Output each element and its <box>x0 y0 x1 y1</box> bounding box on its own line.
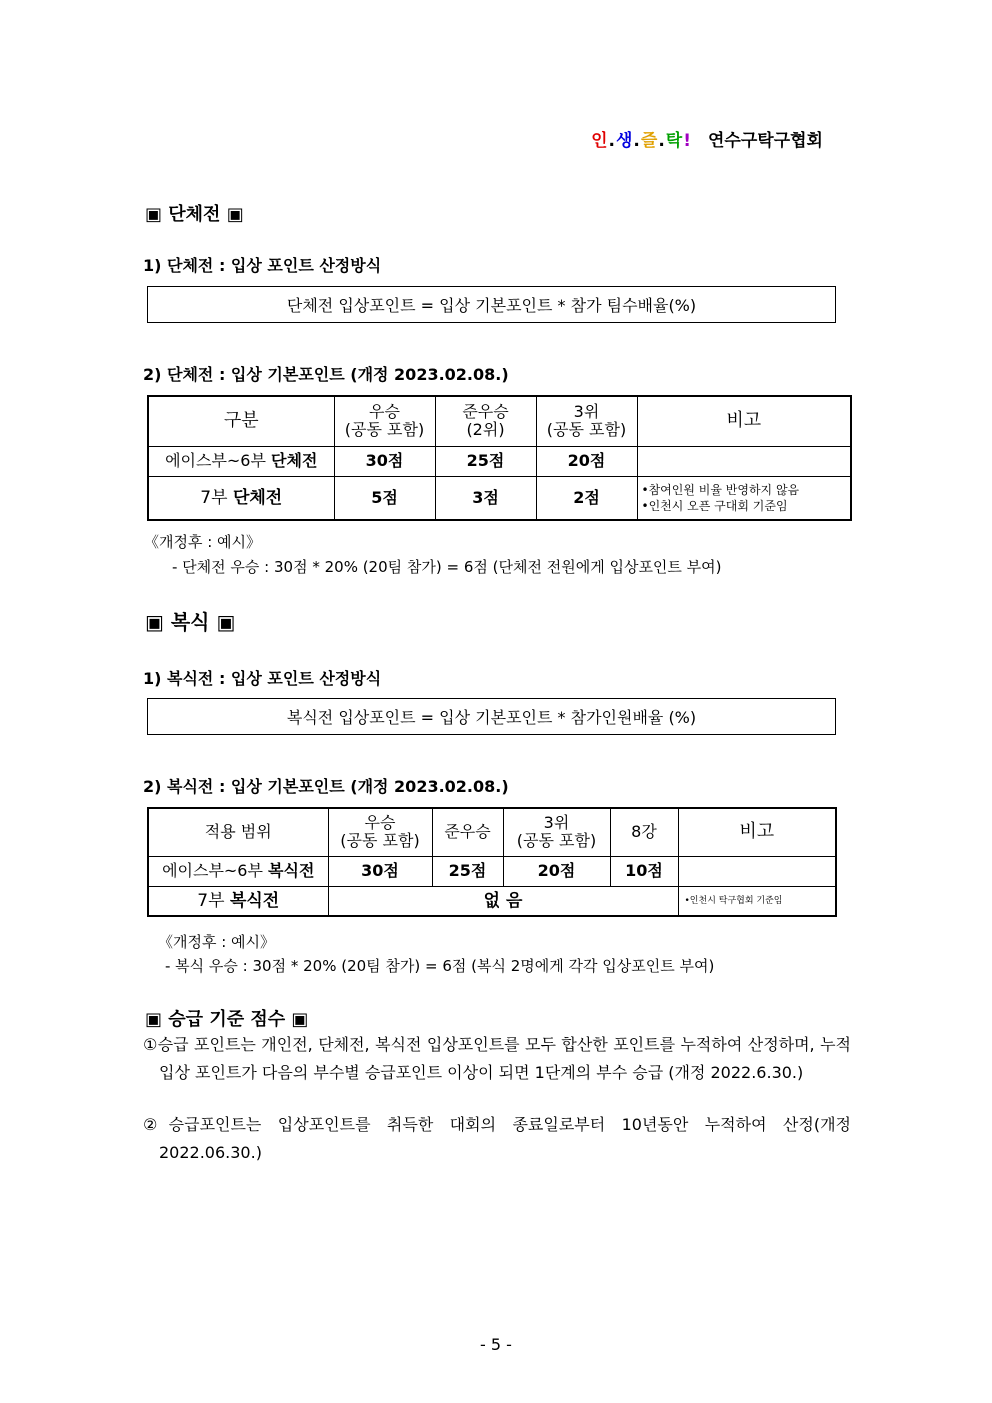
page-number: - 5 - <box>480 1335 512 1354</box>
cell-third: 20점 <box>536 446 637 476</box>
row-label-a: 에이스부~6부 <box>162 861 269 880</box>
note-line2: •인천시 오픈 구대회 기준임 <box>641 498 788 513</box>
cell-winner: 5점 <box>334 476 435 520</box>
cell-runner-up: 3점 <box>435 476 536 520</box>
slogan-char: 인 <box>591 131 609 151</box>
slogan-char: 생 <box>615 131 634 151</box>
header-third-line1: 3위 <box>573 402 600 422</box>
team-points-table <box>147 395 852 521</box>
row-label <box>148 476 334 520</box>
slogan-char: 탁 <box>665 131 684 151</box>
cell-merged-none: 없 음 <box>328 886 678 916</box>
doubles-formula-box <box>147 698 836 735</box>
doubles-section-title: ▣ 복식 ▣ <box>145 610 236 634</box>
team-formula-subtitle: 1) 단체전 : 입상 포인트 산정방식 <box>143 256 382 275</box>
row-label-b: 단체전 <box>232 487 283 508</box>
doubles-points-subtitle: 2) 복식전 : 입상 기본포인트 (개정 2023.02.08.) <box>143 777 509 796</box>
slogan-char: . <box>633 131 641 151</box>
cell-third: 20점 <box>503 856 610 886</box>
header-note: 비고 <box>678 808 836 856</box>
header-winner <box>334 396 435 446</box>
header-slogan <box>591 126 692 151</box>
header-runner-up <box>435 396 536 446</box>
team-formula-text: 단체전 입상포인트 = 입상 기본포인트 * 참가 팀수배율(%) <box>286 296 697 315</box>
table-row <box>148 856 836 886</box>
table-header-row <box>148 808 836 856</box>
cell-note <box>637 476 851 520</box>
table-row <box>148 446 851 476</box>
header-runner-up: 준우승 <box>432 808 503 856</box>
header-note: 비고 <box>637 396 851 446</box>
doubles-formula-text: 복식전 입상포인트 = 입상 기본포인트 * 참가인원배율 (%) <box>286 708 697 727</box>
doubles-example-title: 《개정후 : 예시》 <box>158 933 276 951</box>
row-label-b: 단체전 <box>271 451 318 470</box>
promotion-paragraph-1: ①승급 포인트는 개인전, 단체전, 복식전 입상포인트를 모두 합산한 포인트를 누적하여 산정하며, 누적 입상 포인트가 다음의 부수별 승급포인트 이상이 되면 1단계의 부수 승급 (개정 2022.6.30.) <box>143 1035 851 1082</box>
header-winner-line2: (공동 포함) <box>340 831 420 851</box>
team-example-text: - 단체전 우승 : 30점 * 20% (20팀 참가) = 6점 (단체전 전원에게 입상포인트 부여) <box>172 558 722 576</box>
header-third-line2: (공동 포함) <box>516 831 597 851</box>
header-category: 구분 <box>148 396 334 446</box>
row-label-b: 복식전 <box>268 861 315 880</box>
cell-quarterfinal: 10점 <box>610 856 678 886</box>
team-formula-box <box>147 286 836 323</box>
note-line1: •참여인원 비율 반영하지 않음 <box>641 482 800 497</box>
cell-winner: 30점 <box>328 856 432 886</box>
header-winner-line1: 우승 <box>369 402 400 422</box>
cell-third: 2점 <box>536 476 637 520</box>
row-label <box>148 886 328 916</box>
slogan-char: . <box>608 131 616 151</box>
cell-note: •인천시 탁구협회 기준임 <box>678 886 836 916</box>
cell-note <box>678 856 836 886</box>
row-label-a: 에이스부~6부 <box>165 451 272 470</box>
row-label <box>148 446 334 476</box>
slogan-char: . <box>658 131 666 151</box>
header-org-name: 연수구탁구협회 <box>708 131 823 151</box>
row-label-a: 7부 <box>197 890 230 911</box>
table-row <box>148 886 836 916</box>
cell-runner-up: 25점 <box>435 446 536 476</box>
header-runner-up-line1: 준우승 <box>462 402 509 422</box>
header-winner-line2: (공동 포함) <box>344 420 425 440</box>
row-label-b: 복식전 <box>229 890 280 911</box>
header-scope: 적용 범위 <box>148 808 328 856</box>
header-third <box>503 808 610 856</box>
doubles-points-table <box>147 807 837 917</box>
cell-runner-up: 25점 <box>432 856 503 886</box>
cell-note <box>637 446 851 476</box>
table-header-row <box>148 396 851 446</box>
slogan-char: ! <box>683 131 692 151</box>
header-third <box>536 396 637 446</box>
slogan-char: 즐 <box>640 131 659 151</box>
header-quarterfinal: 8강 <box>610 808 678 856</box>
team-example-title: 《개정후 : 예시》 <box>144 533 262 551</box>
row-label <box>148 856 328 886</box>
doubles-formula-subtitle: 1) 복식전 : 입상 포인트 산정방식 <box>143 669 382 688</box>
header-third-line1: 3위 <box>543 813 570 833</box>
header-winner-line1: 우승 <box>364 813 396 833</box>
header-third-line2: (공동 포함) <box>546 420 627 440</box>
table-row <box>148 476 851 520</box>
doubles-example-text: - 복식 우승 : 30점 * 20% (20팀 참가) = 6점 (복식 2명에게 각각 입상포인트 부여) <box>165 957 715 975</box>
cell-winner: 30점 <box>334 446 435 476</box>
team-section-title: ▣ 단체전 ▣ <box>145 204 244 225</box>
promotion-section-title: ▣ 승급 기준 점수 ▣ <box>145 1009 309 1030</box>
team-points-subtitle: 2) 단체전 : 입상 기본포인트 (개정 2023.02.08.) <box>143 365 509 384</box>
header-winner <box>328 808 432 856</box>
promotion-paragraph-2: ②승급포인트는 입상포인트를 취득한 대회의 종료일로부터 10년동안 누적하여 산정(개정 2022.06.30.) <box>143 1115 851 1162</box>
row-label-a: 7부 <box>200 487 233 508</box>
header-runner-up-line2: (2위) <box>466 420 505 440</box>
